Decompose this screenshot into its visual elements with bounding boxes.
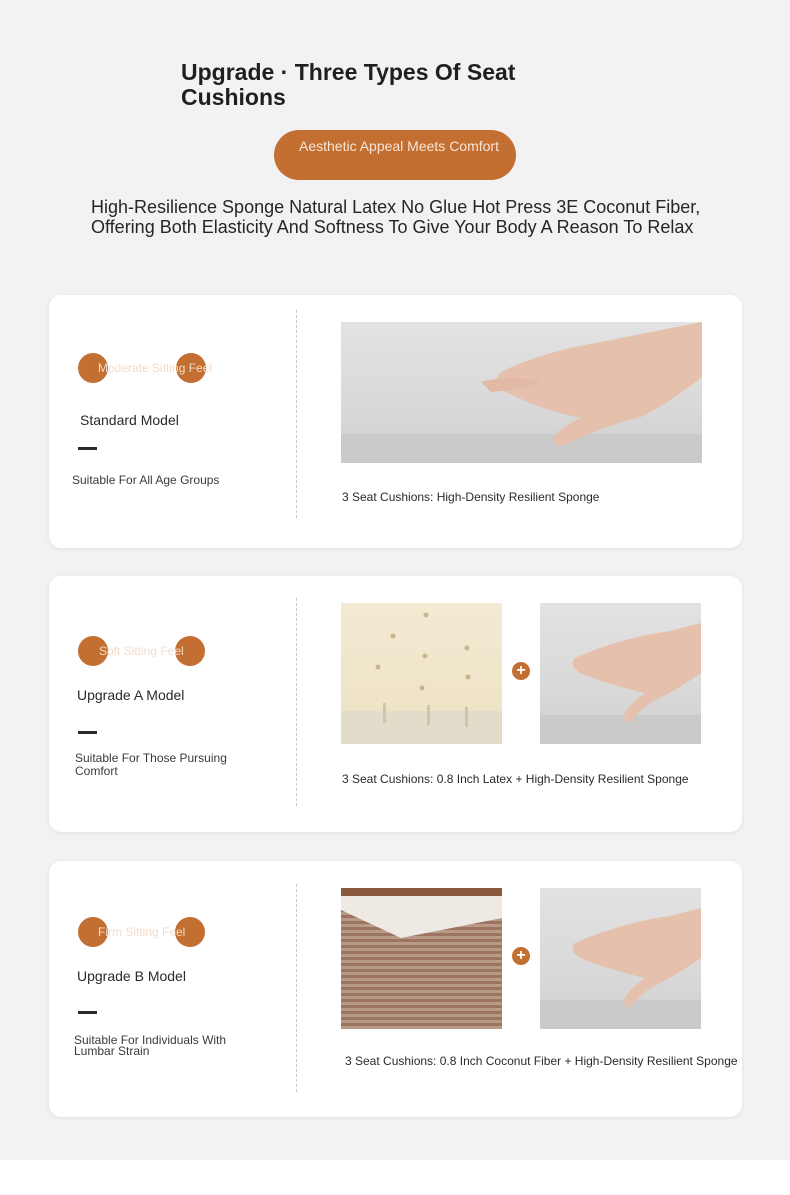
card-divider: [296, 884, 297, 1092]
model-dash: [78, 447, 97, 450]
sitting-feel-label: Soft Sitting Feel: [99, 644, 184, 658]
high-density-sponge-photo: [540, 603, 701, 744]
high-density-sponge-photo: [540, 888, 701, 1029]
model-dash: [78, 731, 97, 734]
model-dash: [78, 1011, 97, 1014]
sitting-feel-indicator: [78, 353, 213, 383]
latex-pad-illustration: [341, 603, 502, 744]
hand-pressing-foam-illustration: [540, 888, 701, 1029]
model-name: Standard Model: [80, 412, 179, 428]
cushion-caption: 3 Seat Cushions: 0.8 Inch Coconut Fiber + High-Density Resilient Sponge: [345, 1054, 738, 1068]
model-card-standard: [49, 295, 742, 548]
model-card-upgrade-a: [49, 576, 742, 832]
latex-layer-photo: [341, 603, 502, 744]
model-name: Upgrade B Model: [77, 968, 186, 984]
coconut-fiber-illustration: [341, 888, 502, 1029]
sitting-feel-indicator: [78, 636, 206, 666]
coconut-fiber-photo: [341, 888, 502, 1029]
sitting-feel-label: Moderate Sitting Feel: [98, 361, 213, 375]
hand-pressing-foam-illustration: [341, 322, 702, 463]
model-card-upgrade-b: [49, 861, 742, 1117]
model-suitable-for: Suitable For Those Pursuing Comfort: [75, 751, 227, 778]
cushion-caption: 3 Seat Cushions: High-Density Resilient Sponge: [342, 490, 600, 504]
plus-icon: +: [512, 662, 530, 680]
model-suitable-for: Suitable For All Age Groups: [72, 473, 220, 487]
plus-icon: +: [512, 947, 530, 965]
high-density-sponge-photo: [341, 322, 702, 463]
tagline-badge: Aesthetic Appeal Meets Comfort: [274, 130, 516, 180]
model-suitable-for: Suitable For Individuals With Lumbar Strain: [74, 1033, 227, 1058]
cushion-caption: 3 Seat Cushions: 0.8 Inch Latex + High-Density Resilient Sponge: [342, 772, 689, 786]
hand-pressing-foam-illustration: [540, 603, 701, 744]
section-subtitle: High-Resilience Sponge Natural Latex No Glue Hot Press 3E Coconut Fiber, Offering Both Elasticity And Softness To Give Your Body A Reason To Relax: [91, 197, 701, 237]
section-title: Upgrade · Three Types Of Seat Cushions: [181, 59, 516, 110]
card-divider: [296, 310, 297, 518]
card-divider: [296, 598, 297, 806]
sitting-feel-label: Firm Sitting Feel: [98, 925, 186, 939]
model-name: Upgrade A Model: [77, 687, 185, 703]
sitting-feel-indicator: [78, 917, 206, 947]
